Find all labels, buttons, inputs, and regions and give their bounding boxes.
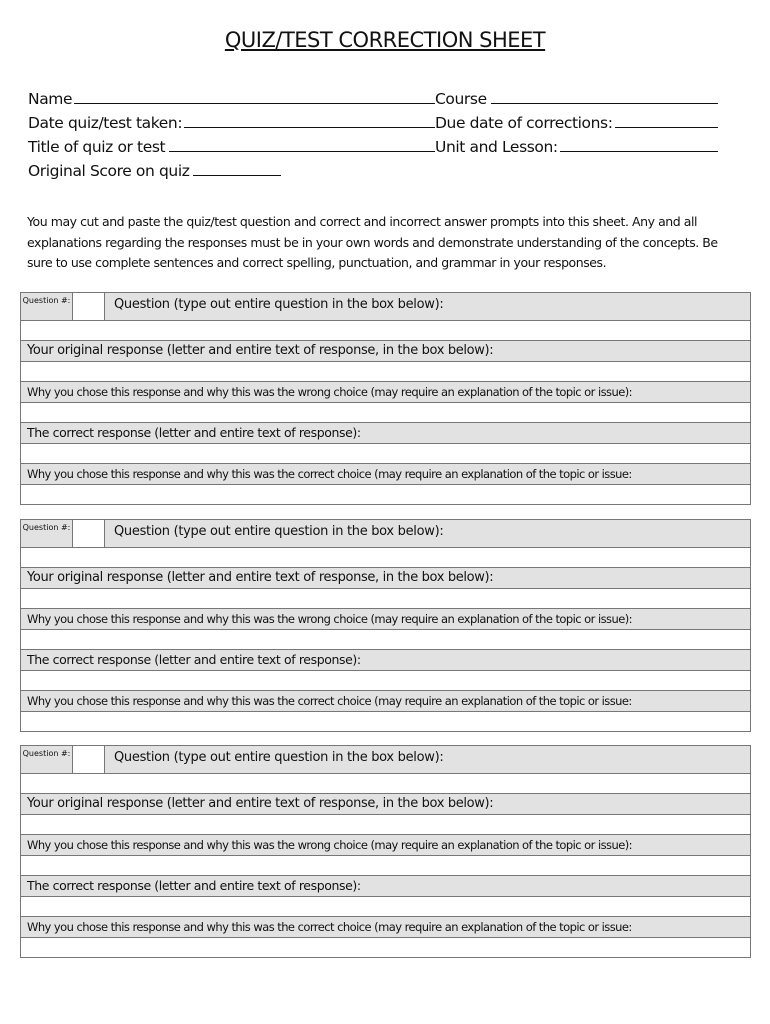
date-taken-label: Date quiz/test taken: bbox=[28, 114, 183, 132]
why-wrong-box[interactable] bbox=[21, 630, 750, 650]
name-label: Name bbox=[28, 90, 73, 108]
title-field[interactable] bbox=[169, 136, 435, 152]
why-correct-box[interactable] bbox=[21, 938, 750, 957]
original-score-field[interactable] bbox=[193, 160, 281, 176]
question-number-label: Question #: bbox=[21, 293, 73, 320]
original-score-label: Original Score on quiz bbox=[28, 162, 190, 180]
question-number-label: Question #: bbox=[21, 746, 73, 773]
correct-response-box[interactable] bbox=[21, 897, 750, 917]
course-label: Course bbox=[435, 90, 487, 108]
page-title: QUIZ/TEST CORRECTION SHEET bbox=[224, 28, 546, 52]
date-taken-field[interactable] bbox=[184, 112, 435, 128]
question-number-input[interactable] bbox=[73, 746, 105, 773]
question-answer-box[interactable] bbox=[21, 548, 750, 568]
original-response-header: Your original response (letter and entire text of response, in the box below): bbox=[21, 794, 750, 815]
correct-response-box[interactable] bbox=[21, 671, 750, 691]
question-number-input[interactable] bbox=[73, 520, 105, 547]
due-date-field[interactable] bbox=[615, 112, 718, 128]
question-header: Question (type out entire question in the box below): bbox=[114, 524, 444, 539]
correct-response-header: The correct response (letter and entire text of response): bbox=[21, 423, 750, 444]
why-wrong-box[interactable] bbox=[21, 856, 750, 876]
why-wrong-box[interactable] bbox=[21, 403, 750, 423]
question-block-3 bbox=[20, 745, 751, 958]
correct-response-header: The correct response (letter and entire text of response): bbox=[21, 650, 750, 671]
student-info-section bbox=[28, 84, 718, 180]
correct-response-header: The correct response (letter and entire text of response): bbox=[21, 876, 750, 897]
question-answer-box[interactable] bbox=[21, 774, 750, 794]
question-block-1 bbox=[20, 292, 751, 505]
instructions-paragraph: You may cut and paste the quiz/test question and correct and incorrect answer prompts into this sheet. Any and all explanations regarding the responses must be in your own words and demonstrate understanding of the concepts. Be sure to use complete sentences and correct spelling, punctuation, and grammar in your responses. bbox=[27, 214, 718, 270]
title-label: Title of quiz or test bbox=[28, 138, 166, 156]
why-wrong-header: Why you chose this response and why this was the wrong choice (may require an explanation of the topic or issue): bbox=[21, 382, 750, 403]
why-correct-box[interactable] bbox=[21, 712, 750, 731]
unit-lesson-label: Unit and Lesson: bbox=[435, 138, 558, 156]
why-wrong-header: Why you chose this response and why this was the wrong choice (may require an explanation of the topic or issue): bbox=[21, 835, 750, 856]
name-field[interactable] bbox=[74, 88, 435, 104]
original-response-box[interactable] bbox=[21, 589, 750, 609]
question-header: Question (type out entire question in the box below): bbox=[114, 750, 444, 765]
due-date-label: Due date of corrections: bbox=[435, 114, 613, 132]
why-correct-header: Why you chose this response and why this was the correct choice (may require an explanation of the topic or issue: bbox=[21, 691, 750, 712]
question-answer-box[interactable] bbox=[21, 321, 750, 341]
original-response-header: Your original response (letter and entire text of response, in the box below): bbox=[21, 568, 750, 589]
question-number-label: Question #: bbox=[21, 520, 73, 547]
question-block-2 bbox=[20, 519, 751, 732]
why-wrong-header: Why you chose this response and why this was the wrong choice (may require an explanation of the topic or issue): bbox=[21, 609, 750, 630]
why-correct-header: Why you chose this response and why this was the correct choice (may require an explanation of the topic or issue: bbox=[21, 464, 750, 485]
original-response-box[interactable] bbox=[21, 815, 750, 835]
why-correct-header: Why you chose this response and why this was the correct choice (may require an explanation of the topic or issue: bbox=[21, 917, 750, 938]
unit-lesson-field[interactable] bbox=[560, 136, 718, 152]
original-response-header: Your original response (letter and entire text of response, in the box below): bbox=[21, 341, 750, 362]
correct-response-box[interactable] bbox=[21, 444, 750, 464]
question-number-input[interactable] bbox=[73, 293, 105, 320]
original-response-box[interactable] bbox=[21, 362, 750, 382]
question-header: Question (type out entire question in the box below): bbox=[114, 297, 444, 312]
why-correct-box[interactable] bbox=[21, 485, 750, 504]
course-field[interactable] bbox=[491, 88, 718, 104]
